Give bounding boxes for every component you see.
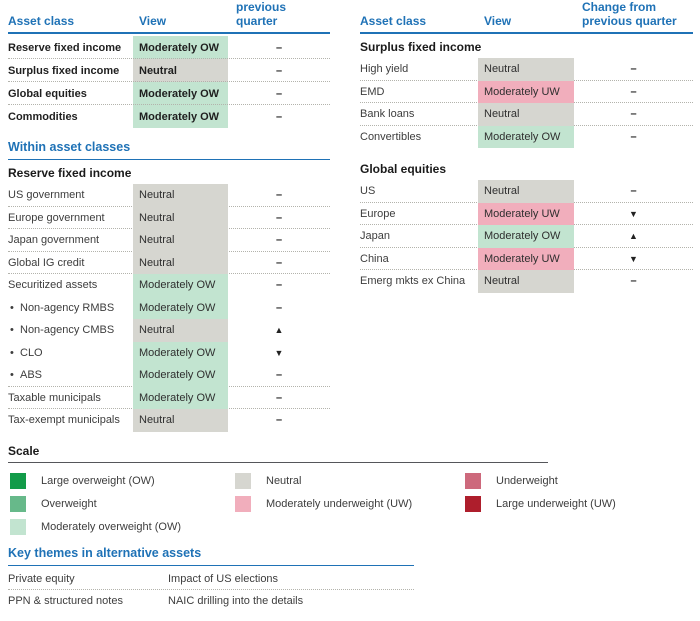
change-indicator: – bbox=[630, 63, 637, 76]
row-label-cell bbox=[8, 229, 133, 252]
view-label: Neutral bbox=[484, 185, 520, 198]
scale-column-overweight bbox=[10, 469, 235, 538]
view-label: Neutral bbox=[484, 108, 520, 121]
legend-label: Overweight bbox=[41, 497, 97, 510]
column-header-asset-class: Asset class bbox=[360, 14, 427, 28]
legend-item bbox=[465, 492, 692, 515]
view-cell bbox=[478, 203, 574, 226]
row-label: ABS bbox=[20, 369, 43, 382]
row-label-cell bbox=[360, 270, 478, 293]
row-label: Taxable municipals bbox=[8, 391, 101, 404]
legend-label: Moderately underweight (UW) bbox=[266, 497, 413, 510]
change-indicator: – bbox=[630, 185, 637, 198]
row-label-cell bbox=[360, 203, 478, 226]
row-label-cell bbox=[8, 105, 133, 128]
view-label: Moderately UW bbox=[484, 85, 560, 98]
change-header-line1: Change from bbox=[582, 0, 657, 14]
view-cell bbox=[133, 252, 228, 275]
change-indicator: – bbox=[275, 391, 283, 404]
row-label-cell bbox=[360, 225, 478, 248]
view-label: Moderately OW bbox=[139, 301, 216, 314]
row-label-cell bbox=[8, 319, 133, 342]
legend-item bbox=[235, 469, 465, 492]
view-cell bbox=[133, 409, 228, 432]
within-asset-classes-heading: Within asset classes bbox=[8, 140, 330, 160]
view-label: Moderately OW bbox=[139, 279, 216, 292]
table-row bbox=[8, 207, 330, 230]
view-label: Neutral bbox=[139, 256, 175, 269]
change-indicator: – bbox=[275, 189, 283, 202]
legend-swatch bbox=[235, 473, 251, 489]
view-label: Moderately UW bbox=[484, 252, 560, 265]
view-cell bbox=[133, 59, 228, 82]
change-header-line2: previous quarter bbox=[582, 14, 677, 28]
left-table-header bbox=[8, 2, 330, 34]
view-cell bbox=[133, 184, 228, 207]
key-theme-row bbox=[8, 568, 414, 590]
table-row bbox=[360, 270, 693, 293]
column-header-change bbox=[574, 0, 693, 28]
change-indicator: – bbox=[275, 369, 283, 382]
scale-title: Scale bbox=[8, 444, 40, 458]
legend-label: Large underweight (UW) bbox=[496, 497, 616, 510]
row-label: Convertibles bbox=[360, 130, 422, 143]
table-row bbox=[8, 274, 330, 297]
row-label-cell bbox=[8, 387, 133, 410]
change-indicator: – bbox=[275, 110, 283, 123]
bullet-icon: • bbox=[10, 324, 14, 337]
row-label-cell bbox=[360, 180, 478, 203]
legend-item bbox=[10, 492, 235, 515]
legend-swatch bbox=[10, 496, 26, 512]
table-row bbox=[8, 252, 330, 275]
legend-label: Underweight bbox=[496, 474, 558, 487]
column-header-asset-class: Asset class bbox=[8, 14, 75, 28]
view-label: Moderately OW bbox=[139, 369, 216, 382]
change-indicator: – bbox=[630, 108, 637, 121]
table-row bbox=[360, 225, 693, 248]
view-cell bbox=[133, 342, 228, 365]
view-label: Neutral bbox=[139, 64, 177, 77]
theme-description: Impact of US elections bbox=[168, 573, 279, 585]
row-label-cell bbox=[360, 81, 478, 104]
row-label: Europe bbox=[360, 207, 396, 220]
view-cell bbox=[133, 36, 228, 59]
column-header-view: View bbox=[484, 14, 512, 28]
bullet-icon: • bbox=[10, 301, 14, 314]
row-label-cell bbox=[8, 184, 133, 207]
row-label: EMD bbox=[360, 85, 385, 98]
row-label: Global IG credit bbox=[8, 256, 85, 269]
row-label: US bbox=[360, 185, 376, 198]
row-label: Commodities bbox=[8, 110, 78, 123]
surplus-fixed-income-rows bbox=[360, 58, 693, 148]
legend-label: Moderately overweight (OW) bbox=[41, 520, 181, 533]
global-equities-rows bbox=[360, 180, 693, 293]
scale-column-neutral bbox=[235, 469, 465, 538]
view-label: Moderately OW bbox=[484, 230, 561, 243]
bullet-icon: • bbox=[10, 346, 14, 359]
view-label: Moderately OW bbox=[139, 41, 220, 54]
table-row bbox=[8, 297, 330, 320]
view-cell bbox=[478, 180, 574, 203]
column-header-change bbox=[228, 0, 330, 28]
change-indicator: – bbox=[275, 301, 283, 314]
row-label-cell bbox=[8, 297, 133, 320]
view-label: Moderately OW bbox=[139, 346, 216, 359]
table-row bbox=[8, 387, 330, 410]
change-indicator: ▲ bbox=[629, 231, 638, 242]
reserve-fixed-income-rows bbox=[8, 184, 330, 432]
row-label: Reserve fixed income bbox=[8, 41, 122, 54]
legend-swatch bbox=[465, 496, 481, 512]
table-row bbox=[8, 36, 330, 59]
row-label: Non-agency RMBS bbox=[20, 301, 115, 314]
view-cell bbox=[478, 270, 574, 293]
table-row bbox=[8, 82, 330, 105]
view-label: Neutral bbox=[139, 324, 175, 337]
view-cell bbox=[133, 387, 228, 410]
row-label-cell bbox=[8, 82, 133, 105]
change-indicator: – bbox=[275, 234, 283, 247]
legend-item bbox=[465, 469, 692, 492]
change-indicator: – bbox=[275, 256, 283, 269]
change-indicator: – bbox=[275, 414, 283, 427]
row-label-cell bbox=[360, 126, 478, 149]
row-label-cell bbox=[8, 207, 133, 230]
row-label-cell bbox=[360, 248, 478, 271]
change-indicator: ▼ bbox=[629, 208, 638, 219]
scale-rule bbox=[8, 462, 548, 463]
change-indicator: ▲ bbox=[274, 325, 284, 336]
table-row bbox=[8, 105, 330, 128]
view-label: Neutral bbox=[139, 234, 175, 247]
reserve-fixed-income-subheading: Reserve fixed income bbox=[8, 166, 132, 180]
change-indicator: – bbox=[275, 87, 283, 100]
row-label: Securitized assets bbox=[8, 279, 98, 292]
legend-item bbox=[10, 469, 235, 492]
table-row bbox=[8, 342, 330, 365]
legend-swatch bbox=[10, 473, 26, 489]
row-label: Surplus fixed income bbox=[8, 64, 120, 77]
legend-label: Neutral bbox=[266, 474, 302, 487]
row-label-cell bbox=[8, 274, 133, 297]
row-label: Global equities bbox=[8, 87, 87, 100]
table-row bbox=[360, 58, 693, 81]
change-indicator: – bbox=[275, 211, 283, 224]
table-row bbox=[8, 364, 330, 387]
surplus-fixed-income-subheading: Surplus fixed income bbox=[360, 40, 482, 54]
table-row bbox=[8, 319, 330, 342]
legend-swatch bbox=[235, 496, 251, 512]
row-label-cell bbox=[8, 409, 133, 432]
legend-item bbox=[235, 492, 465, 515]
theme-label: PPN & structured notes bbox=[8, 595, 123, 607]
asset-class-rows bbox=[8, 36, 330, 128]
table-row bbox=[8, 409, 330, 432]
view-label: Moderately OW bbox=[139, 87, 220, 100]
row-label: Non-agency CMBS bbox=[20, 324, 115, 337]
view-cell bbox=[478, 103, 574, 126]
row-label-cell bbox=[8, 364, 133, 387]
scale-legend bbox=[8, 443, 692, 538]
scale-columns bbox=[8, 469, 692, 538]
table-row bbox=[360, 103, 693, 126]
change-indicator: ▼ bbox=[274, 347, 284, 358]
change-indicator: – bbox=[275, 64, 283, 77]
row-label: US government bbox=[8, 189, 85, 202]
right-table bbox=[360, 2, 693, 293]
change-indicator: ▼ bbox=[629, 253, 638, 264]
row-label: High yield bbox=[360, 63, 409, 76]
column-header-view: View bbox=[139, 14, 167, 28]
row-label-cell bbox=[360, 103, 478, 126]
view-cell bbox=[133, 319, 228, 342]
row-label-cell bbox=[8, 36, 133, 59]
row-label-cell bbox=[8, 342, 133, 365]
row-label-cell bbox=[8, 252, 133, 275]
view-label: Neutral bbox=[484, 63, 520, 76]
key-themes-rows bbox=[8, 568, 414, 612]
theme-description: NAIC drilling into the details bbox=[168, 595, 304, 607]
row-label: Europe government bbox=[8, 211, 105, 224]
table-row bbox=[360, 126, 693, 149]
change-indicator: – bbox=[275, 279, 283, 292]
view-cell bbox=[133, 297, 228, 320]
view-cell bbox=[133, 82, 228, 105]
left-table bbox=[8, 2, 330, 432]
change-indicator: – bbox=[630, 85, 637, 98]
table-row bbox=[360, 203, 693, 226]
key-theme-row bbox=[8, 590, 414, 612]
change-indicator: – bbox=[275, 41, 283, 54]
table-row bbox=[360, 81, 693, 104]
view-cell bbox=[133, 105, 228, 128]
row-label: Emerg mkts ex China bbox=[360, 275, 466, 288]
table-row bbox=[8, 184, 330, 207]
bullet-icon: • bbox=[10, 369, 14, 382]
row-label-cell bbox=[8, 59, 133, 82]
row-label: China bbox=[360, 252, 389, 265]
view-label: Neutral bbox=[139, 414, 175, 427]
row-label: Bank loans bbox=[360, 108, 415, 121]
view-label: Moderately OW bbox=[139, 110, 220, 123]
row-label-cell bbox=[360, 58, 478, 81]
view-cell bbox=[133, 364, 228, 387]
legend-swatch bbox=[465, 473, 481, 489]
table-row bbox=[8, 59, 330, 82]
view-cell bbox=[133, 207, 228, 230]
scale-column-underweight bbox=[465, 469, 692, 538]
view-label: Neutral bbox=[484, 275, 520, 288]
view-cell bbox=[133, 229, 228, 252]
view-cell bbox=[478, 81, 574, 104]
row-label: Tax-exempt municipals bbox=[8, 414, 120, 427]
key-themes-section bbox=[8, 546, 414, 612]
view-cell bbox=[133, 274, 228, 297]
view-cell bbox=[478, 126, 574, 149]
right-table-header bbox=[360, 2, 693, 34]
change-header-line2: previous quarter bbox=[236, 0, 287, 28]
legend-label: Large overweight (OW) bbox=[41, 474, 155, 487]
change-indicator: – bbox=[630, 275, 637, 288]
row-label: Japan bbox=[360, 230, 390, 243]
key-themes-heading: Key themes in alternative assets bbox=[8, 546, 414, 566]
view-label: Neutral bbox=[139, 211, 175, 224]
view-label: Neutral bbox=[139, 189, 175, 202]
table-row bbox=[360, 180, 693, 203]
change-indicator: – bbox=[630, 130, 637, 143]
theme-label: Private equity bbox=[8, 573, 75, 585]
view-cell bbox=[478, 248, 574, 271]
view-cell bbox=[478, 58, 574, 81]
row-label: Japan government bbox=[8, 234, 100, 247]
view-label: Moderately UW bbox=[484, 207, 560, 220]
global-equities-subheading: Global equities bbox=[360, 162, 447, 176]
row-label: CLO bbox=[20, 346, 43, 359]
legend-swatch bbox=[10, 519, 26, 535]
table-row bbox=[360, 248, 693, 271]
table-row bbox=[8, 229, 330, 252]
view-label: Moderately OW bbox=[139, 391, 216, 404]
view-label: Moderately OW bbox=[484, 130, 561, 143]
legend-item bbox=[10, 515, 235, 538]
view-cell bbox=[478, 225, 574, 248]
